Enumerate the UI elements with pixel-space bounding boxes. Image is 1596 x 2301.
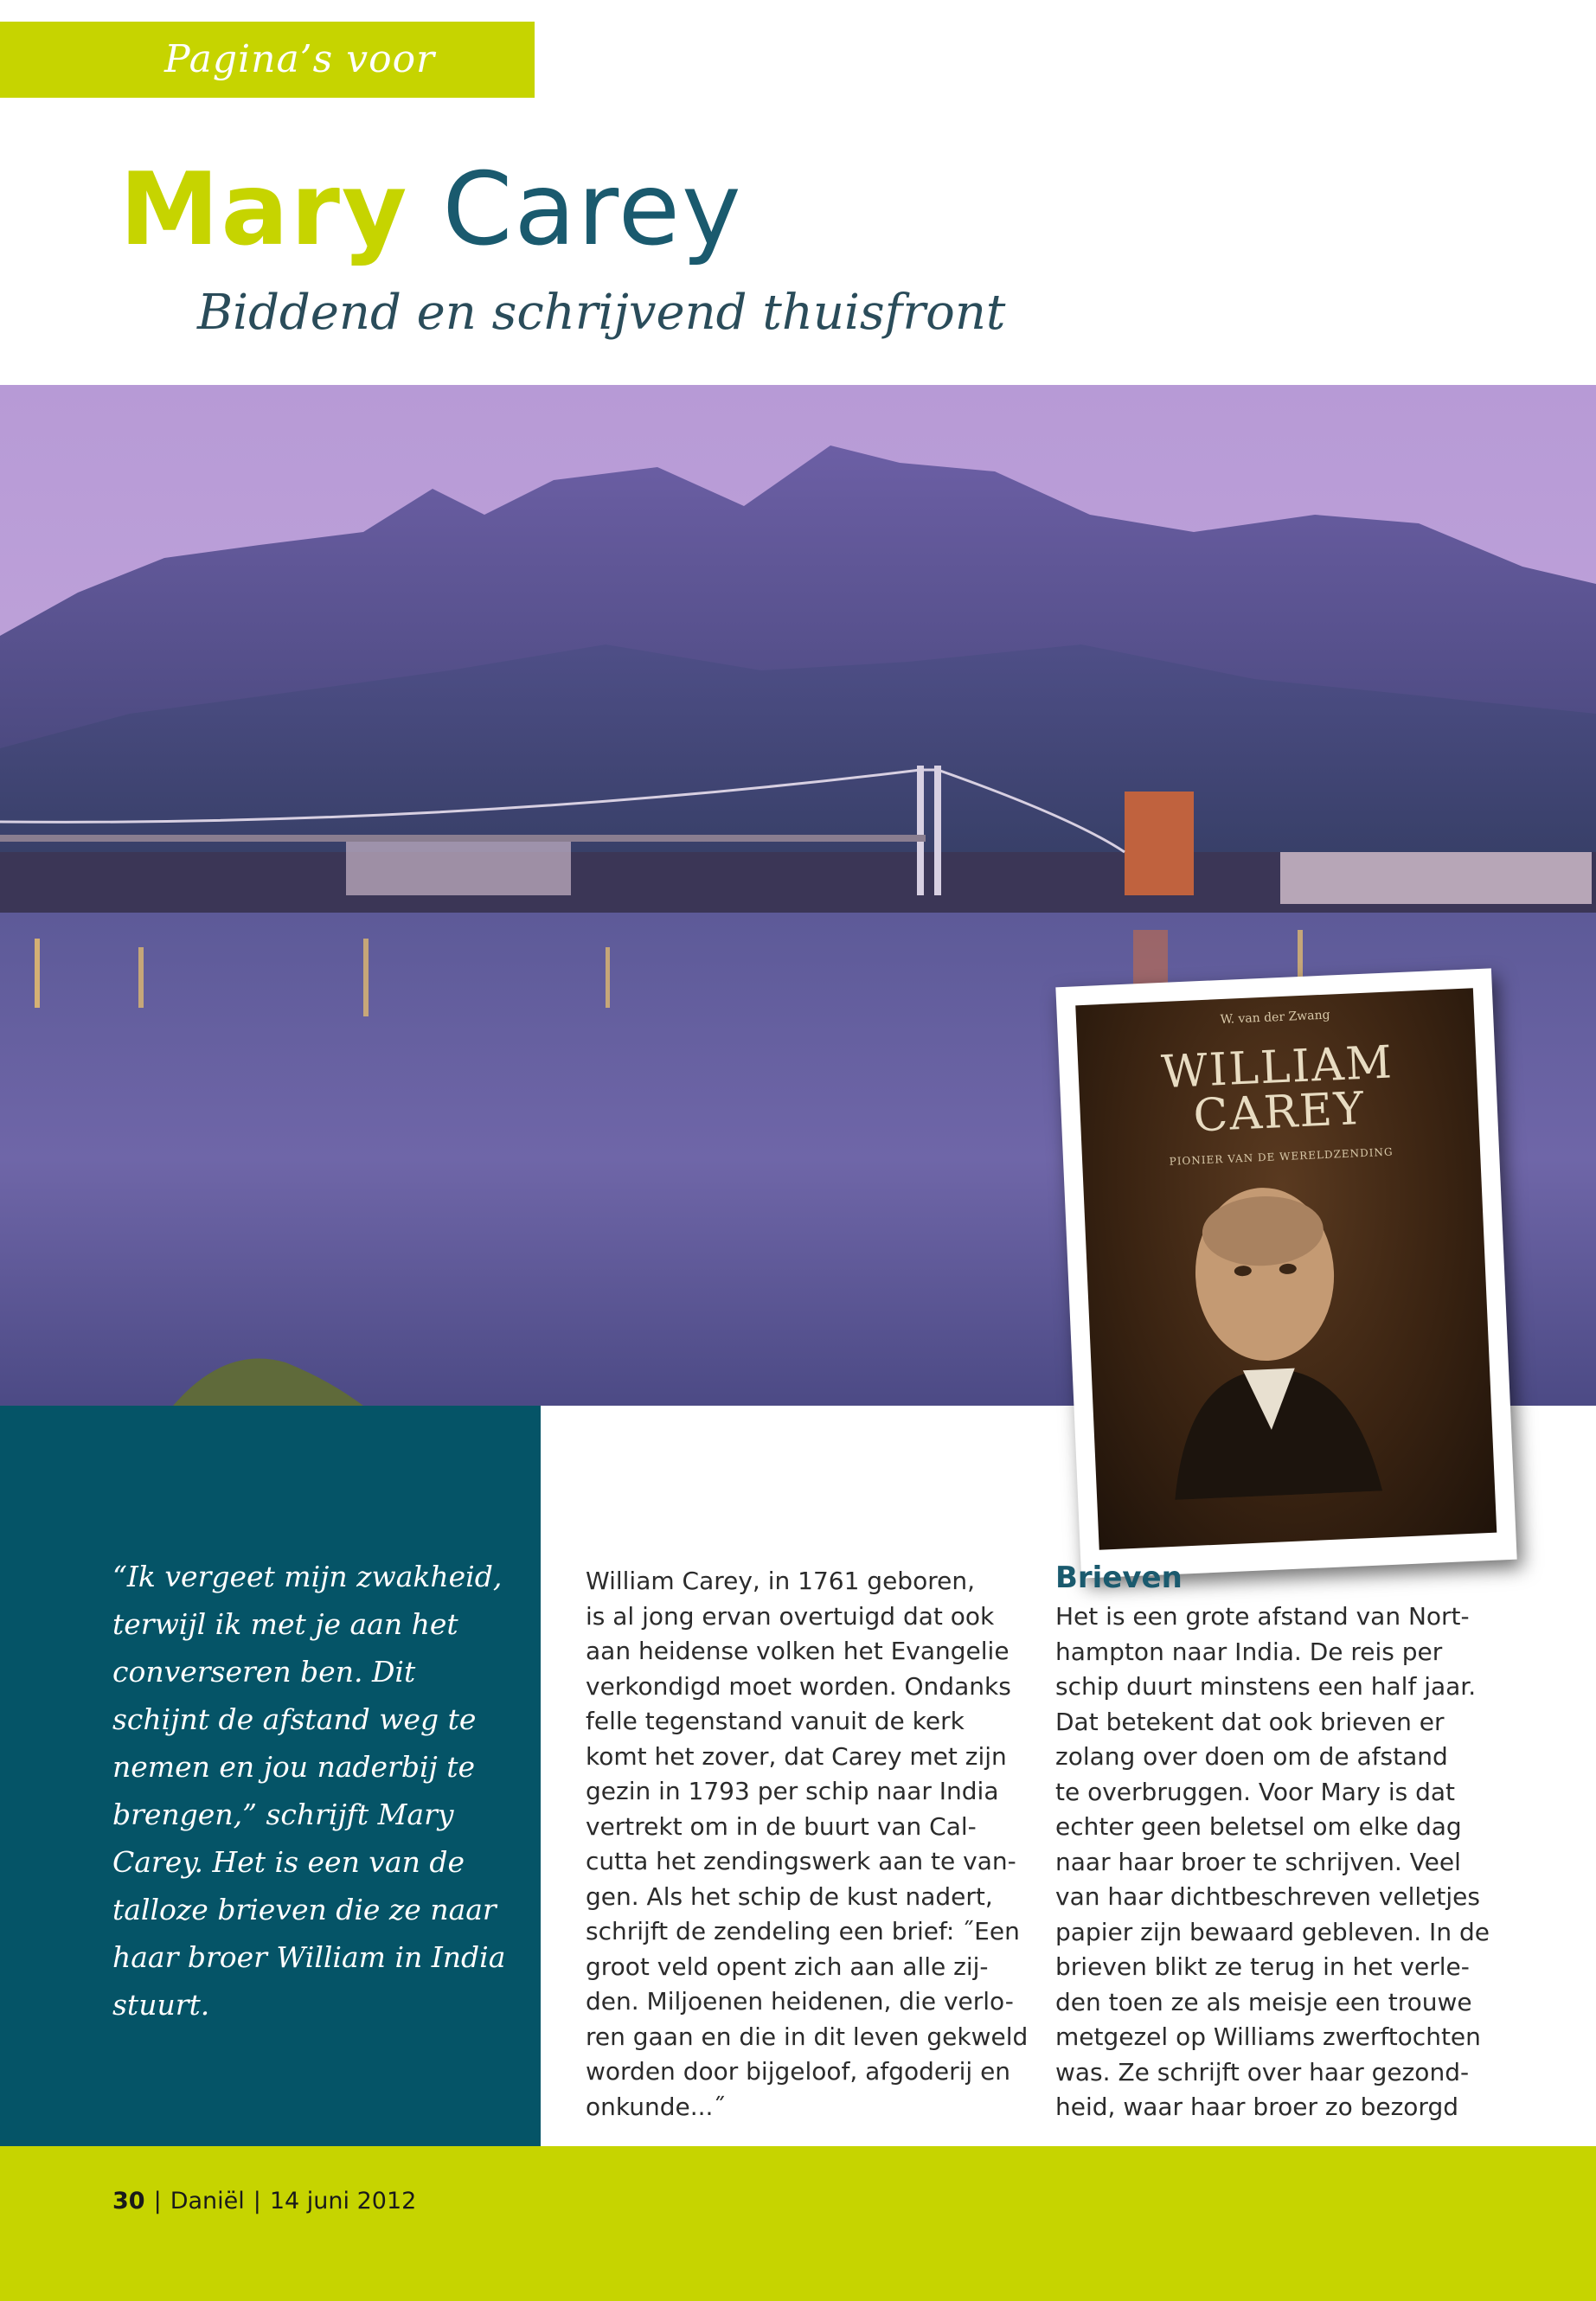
page-subtitle: Biddend en schrijvend thuisfront [197, 285, 1006, 341]
section-tab: Pagina’s voor haar [0, 22, 535, 98]
title-first-name: Mary [119, 151, 409, 268]
folio [112, 2188, 416, 2214]
pull-quote-panel [0, 1406, 541, 2146]
article-column-2: Het is een grote afstand van Nort- hampton naar India. De reis per schip duurt minstens een half jaar. Dat betekent dat ook brieven er zolang over doen om de afstand te overbruggen. Voor Mary is dat echter geen beletsel om elke dag naar haar broer te schrijven. Veel van haar dichtbeschreven velletjes papier zijn bewaard gebleven. In de brieven blikt ze terug in het verle- den toen ze als meisje een trouwe metgezel op Williams zwerftochten was. Ze schrijft over haar gezond- heid, waar haar broer zo bezorgd [1055, 1602, 1490, 2121]
book-cover [1075, 988, 1497, 1549]
publication-name: Daniël [170, 2188, 245, 2214]
book-subtitle: PIONIER VAN DE WERELDZENDING [1169, 1145, 1394, 1168]
book-title [1078, 1036, 1479, 1144]
publication-date: 14 juni 2012 [269, 2188, 417, 2214]
book-title-line-2: CAREY [1192, 1082, 1367, 1143]
page-title [119, 145, 743, 275]
page-number: 30 [112, 2188, 145, 2214]
title-last-name: Carey [442, 151, 743, 268]
section-heading: Brieven [1055, 1561, 1183, 1595]
folio-separator: | [153, 2188, 162, 2214]
book-author: W. van der Zwang [1220, 1008, 1330, 1028]
book-cover-photo [1055, 968, 1516, 1578]
portrait-icon [1083, 1163, 1457, 1503]
pull-quote: “Ik vergeet mijn zwakheid, terwijl ik met je aan het converseren ben. Dit schijnt de afstand weg te nemen en jou naderbij te brengen,” schrijft Mary Carey. Het is een van de talloze brieven die ze naar haar broer William in India stuurt. [112, 1560, 506, 2022]
book-title-line-1: WILLIAM [1160, 1036, 1394, 1099]
folio-separator: | [253, 2188, 261, 2214]
article-column-1: William Carey, in 1761 geboren, is al jong ervan overtuigd dat ook aan heidense volken het Evangelie verkondigd moet worden. Ondanks felle tegenstand vanuit de kerk komt het zover, dat Carey met zijn gezin in 1793 per schip naar India vertrekt om in de buurt van Cal- cutta het zendingswerk aan te van- gen. Als het schip de kust nadert, schrijft de zendeling een brief: ˝Een groot veld opent zich aan alle zij- den. Miljoenen heidenen, die verlo- ren gaan en die in dit leven gekweld worden door bijgeloof, afgoderij en onkunde...˝ [586, 1567, 1029, 2121]
footer-band [0, 2146, 1596, 2301]
